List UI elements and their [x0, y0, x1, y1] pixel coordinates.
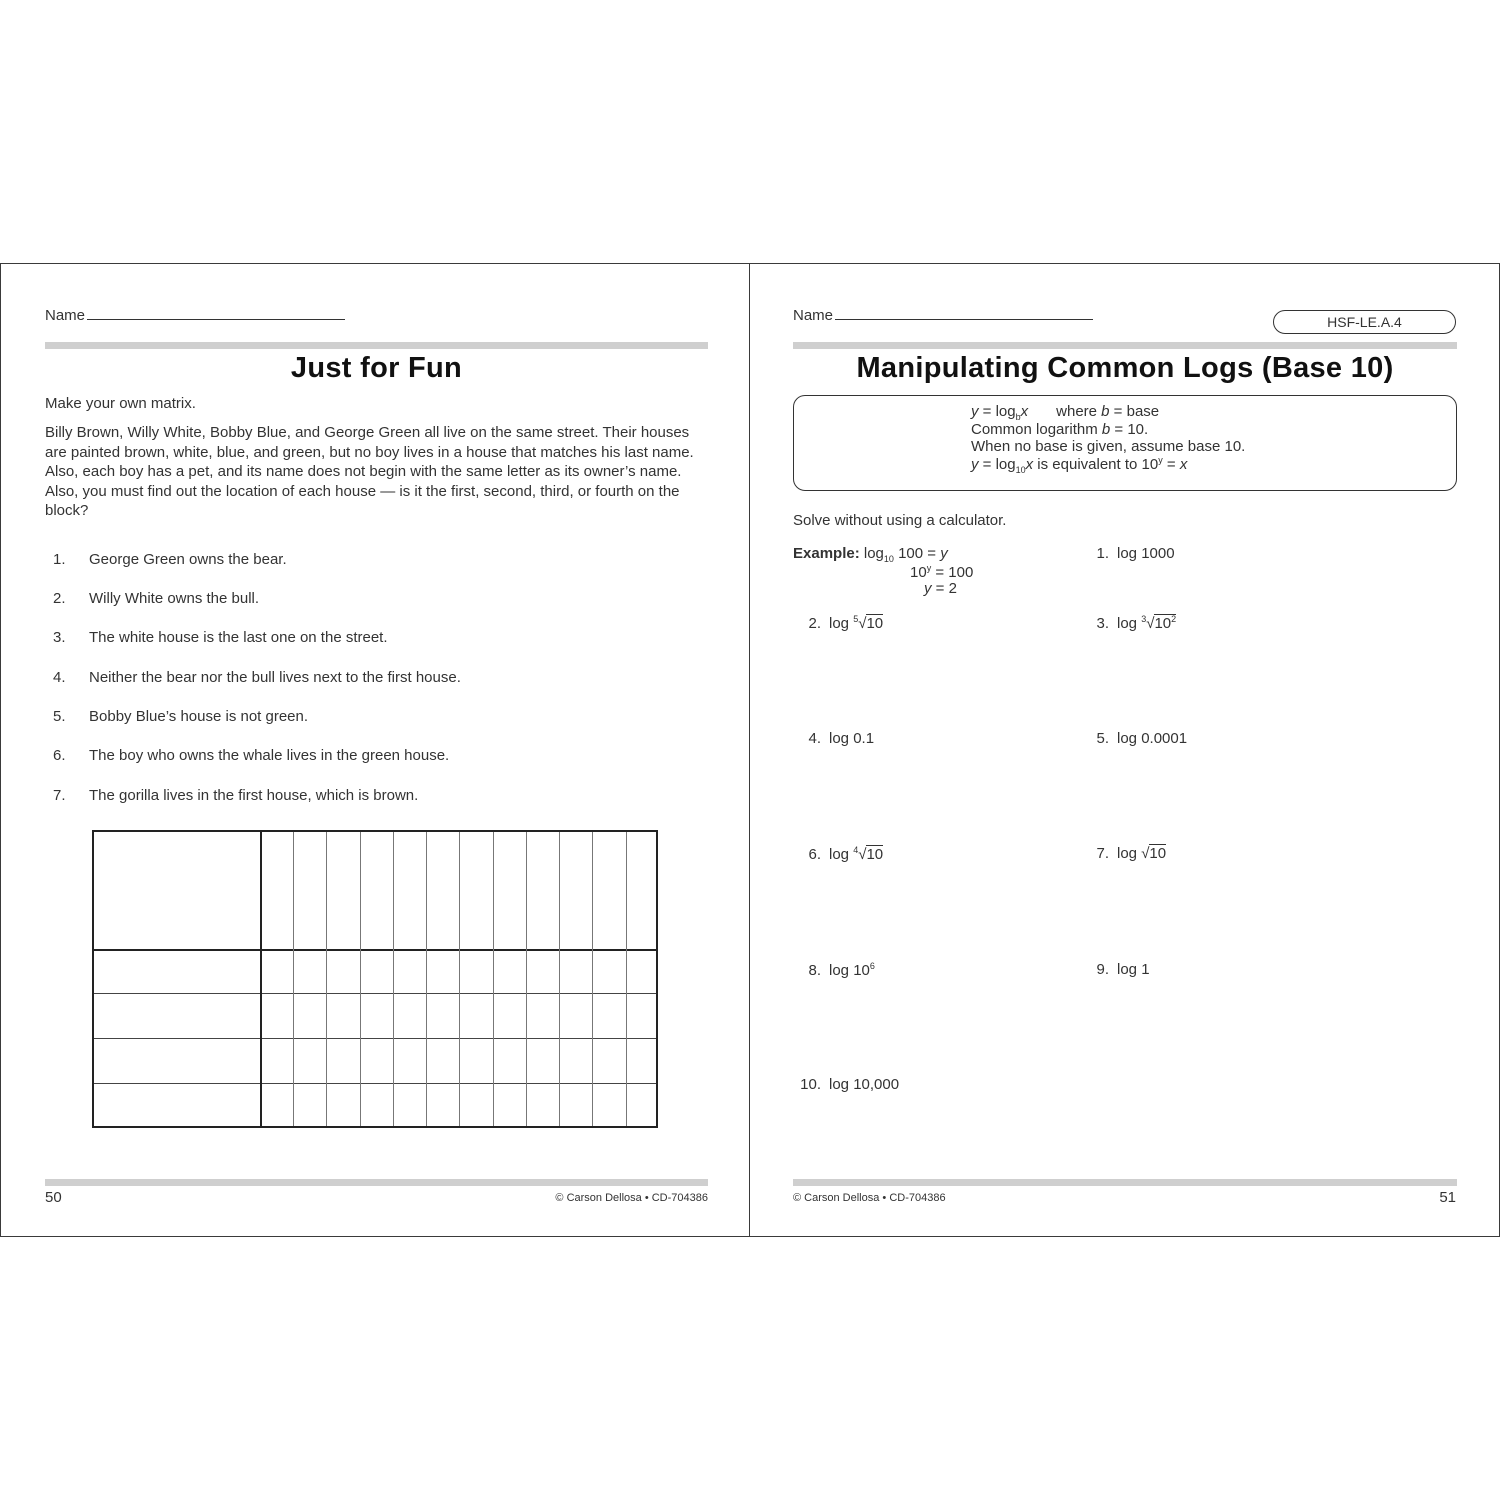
copyright: © Carson Dellosa • CD-704386 [555, 1192, 708, 1204]
page-number: 51 [1439, 1189, 1456, 1206]
problem-item: 2. log $^5$√10 [808, 614, 884, 632]
matrix-row-line [94, 949, 656, 951]
instruction-text: Solve without using a calculator. [793, 512, 1007, 529]
matrix-col-line [626, 832, 627, 1126]
workbook-spread [0, 263, 1500, 1237]
problem-item: 4. log 0.1 [808, 730, 875, 747]
matrix-col-line [526, 832, 527, 1126]
matrix-col-line [293, 832, 294, 1126]
matrix-col-line [360, 832, 361, 1126]
footer-rule [45, 1179, 708, 1186]
clue-item: 4. Neither the bear nor the bull lives next to the first house. [53, 669, 461, 686]
intro-text: Make your own matrix. [45, 395, 196, 412]
matrix-row-line [94, 1083, 656, 1084]
matrix-col-line [260, 832, 262, 1126]
problem-item: 1. log 1000 [1096, 545, 1175, 562]
matrix-col-line [559, 832, 560, 1126]
problem-item: 7. log √10 [1096, 845, 1167, 862]
name-label: Name [793, 307, 834, 324]
name-field [45, 307, 345, 324]
matrix-col-line [459, 832, 460, 1126]
footer-rule [793, 1179, 1457, 1186]
left-page [1, 264, 750, 1236]
matrix-col-line [393, 832, 394, 1126]
name-blank-line [87, 318, 345, 320]
matrix-col-line [493, 832, 494, 1126]
logic-matrix-grid [92, 830, 658, 1128]
name-label: Name [45, 307, 86, 324]
page-title: Just for Fun [290, 352, 463, 384]
clue-item: 2. Willy White owns the bull. [53, 590, 260, 607]
copyright: © Carson Dellosa • CD-704386 [793, 1192, 946, 1204]
example-line: y = 2 [924, 580, 957, 597]
problem-item: 6. log $^4$√10 [808, 845, 884, 863]
problem-item: 3. $\log ^3√10^2$ [1096, 614, 1177, 632]
clue-item: 6. The boy who owns the whale lives in the green house. [53, 747, 450, 764]
name-field [793, 307, 1093, 324]
matrix-row-line [94, 993, 656, 994]
example-line: Example: $\log_{10} 100 = y$ [793, 545, 948, 564]
puzzle-paragraph: Billy Brown, Willy White, Bobby Blue, and George Green all live on the same street. Their houses are painted brown, white, blue, and green, but no boy lives in a house that matches his last name. Also, each boy has a pet, and its name does not begin with the same letter as its owner’s name. Also, you must find out the location of each house — is it the first, second, third, or fourth on the block? [45, 424, 694, 520]
problem-item: 8. $\log 10^6$ [808, 961, 875, 979]
clue-item: 3. The white house is the last one on the street. [53, 629, 388, 646]
definition-line: $y = \log_bx$ where b = base [971, 403, 1160, 422]
clue-item: 1. George Green owns the bear. [53, 551, 287, 568]
matrix-col-line [426, 832, 427, 1126]
clue-item: 5. Bobby Blue’s house is not green. [53, 708, 309, 725]
definition-line: $y = \log_{10}x$ is equivalent to $10^y = x$ [971, 455, 1188, 475]
problem-item: 10. log 10,000 [800, 1076, 900, 1093]
definition-line: When no base is given, assume base 10. [971, 438, 1246, 455]
matrix-row-line [94, 1038, 656, 1039]
header-rule [793, 342, 1457, 349]
definition-line: Common logarithm b = 10. [971, 421, 1149, 438]
problem-item: 9. log 1 [1096, 961, 1150, 978]
page-title: Manipulating Common Logs (Base 10) [856, 352, 1394, 384]
page-number: 50 [45, 1189, 62, 1206]
right-page [750, 264, 1499, 1236]
name-blank-line [835, 318, 1093, 320]
clue-item: 7. The gorilla lives in the first house, which is brown. [53, 787, 419, 804]
header-rule [45, 342, 708, 349]
example-line: $10^y = 100$ [910, 563, 974, 581]
matrix-col-line [592, 832, 593, 1126]
matrix-col-line [326, 832, 327, 1126]
problem-item: 5. log 0.0001 [1096, 730, 1188, 747]
standard-badge: HSF-LE.A.4 [1273, 310, 1456, 334]
